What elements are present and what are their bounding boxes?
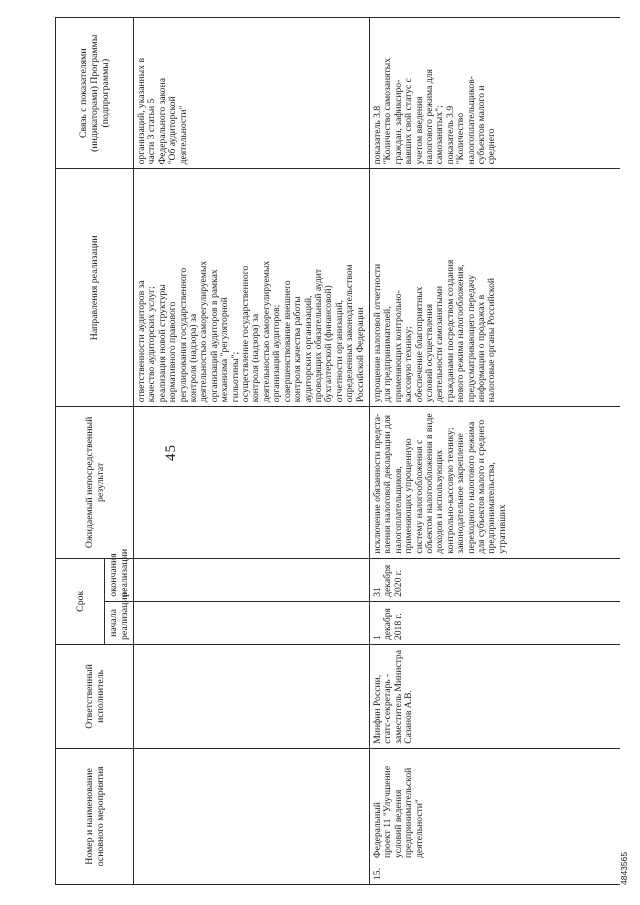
cell-empty — [134, 748, 370, 884]
table-row-15 — [369, 18, 620, 885]
cell-empty — [134, 601, 370, 644]
cell-empty — [134, 645, 370, 749]
cell-responsible: Минфин России, статс-секретарь - заместитель Министра Сазанов А.В. — [369, 645, 620, 749]
cell-directions: упрощение налоговой отчетности для предпринимателей, применяющих контрольно- кассовую технику; обеспечение благоприятных условий осуществления деятельности самозанятыми гражданами посредством создания нового режима налогообложения, предусматривающего передачу информации о продажах в налоговые органы Российской — [369, 169, 620, 407]
cell-link: организаций, указанных в части 3 статьи 5 Федерального закона "Об аудиторской деятельности" — [134, 18, 370, 169]
table-header-row — [56, 18, 105, 885]
cell-directions: ответственности аудиторов за качество аудиторских услуг; реализация новой структуры нормативного правового регулирования государственного контроля (надзора) за деятельностью саморегулируемых организаций аудиторов в рамках механизма "регуляторной гильотины"; осуществление государственного контроля (надзора) за деятельностью саморегулируемых организаций аудиторов; совершенствование внешнего контроля качества работы аудиторских организаций, проводящих обязательный аудит бухгалтерской (финансовой) отчетности организаций, определенных законодательством Российской Федерации — [134, 169, 370, 407]
header-expected-result: Ожидаемый непосредственный результат — [56, 407, 134, 558]
header-responsible: Ответственный исполнитель — [56, 645, 134, 749]
cell-empty — [134, 558, 370, 601]
cell-end: 31 декабря 2020 г. — [369, 558, 620, 601]
header-term: Срок — [56, 558, 105, 644]
page-number: 45 — [163, 444, 179, 461]
row-name: Федеральный проект 11 "Улучшение условий ведения предпринимательской деятельности" — [371, 765, 425, 858]
cell-empty — [134, 407, 370, 558]
document-code: 4843565 — [619, 851, 629, 885]
header-directions: Направления реализации — [56, 169, 134, 407]
header-link: Связь с показателями (индикаторами) Программы (подпрограммы) — [56, 18, 134, 169]
cell-start: 1 декабря 2018 г. — [369, 601, 620, 644]
cell-number-name — [369, 748, 620, 884]
table-row-continuation — [134, 18, 370, 885]
header-term-start: начала реализации — [105, 601, 134, 644]
cell-expected-result: исключение обязанности предста- вления налоговой декларации для налогоплательщиков, применяющих упрощенную систему налогообложения с объектом налогообложения в виде доходов и использующих контрольно-кассовую технику; законодательное закрепление переходного налогового режима для субъектов малого и среднего предпринимательства, утративших — [369, 407, 620, 558]
program-activities-table — [55, 17, 620, 885]
row-number: 15. — [371, 868, 383, 880]
header-term-end: окончания реализации — [105, 558, 134, 601]
cell-link: показатель 3.8 "Количество самозанятых граждан, зафиксиро- вавших свой статус с учетом введения налогового режима для самозанятых"; показатель 3.9 "Количество налогоплательщиков- субъектов малого и среднего — [369, 18, 620, 169]
header-number-name: Номер и наименование основного мероприятия — [56, 748, 134, 884]
